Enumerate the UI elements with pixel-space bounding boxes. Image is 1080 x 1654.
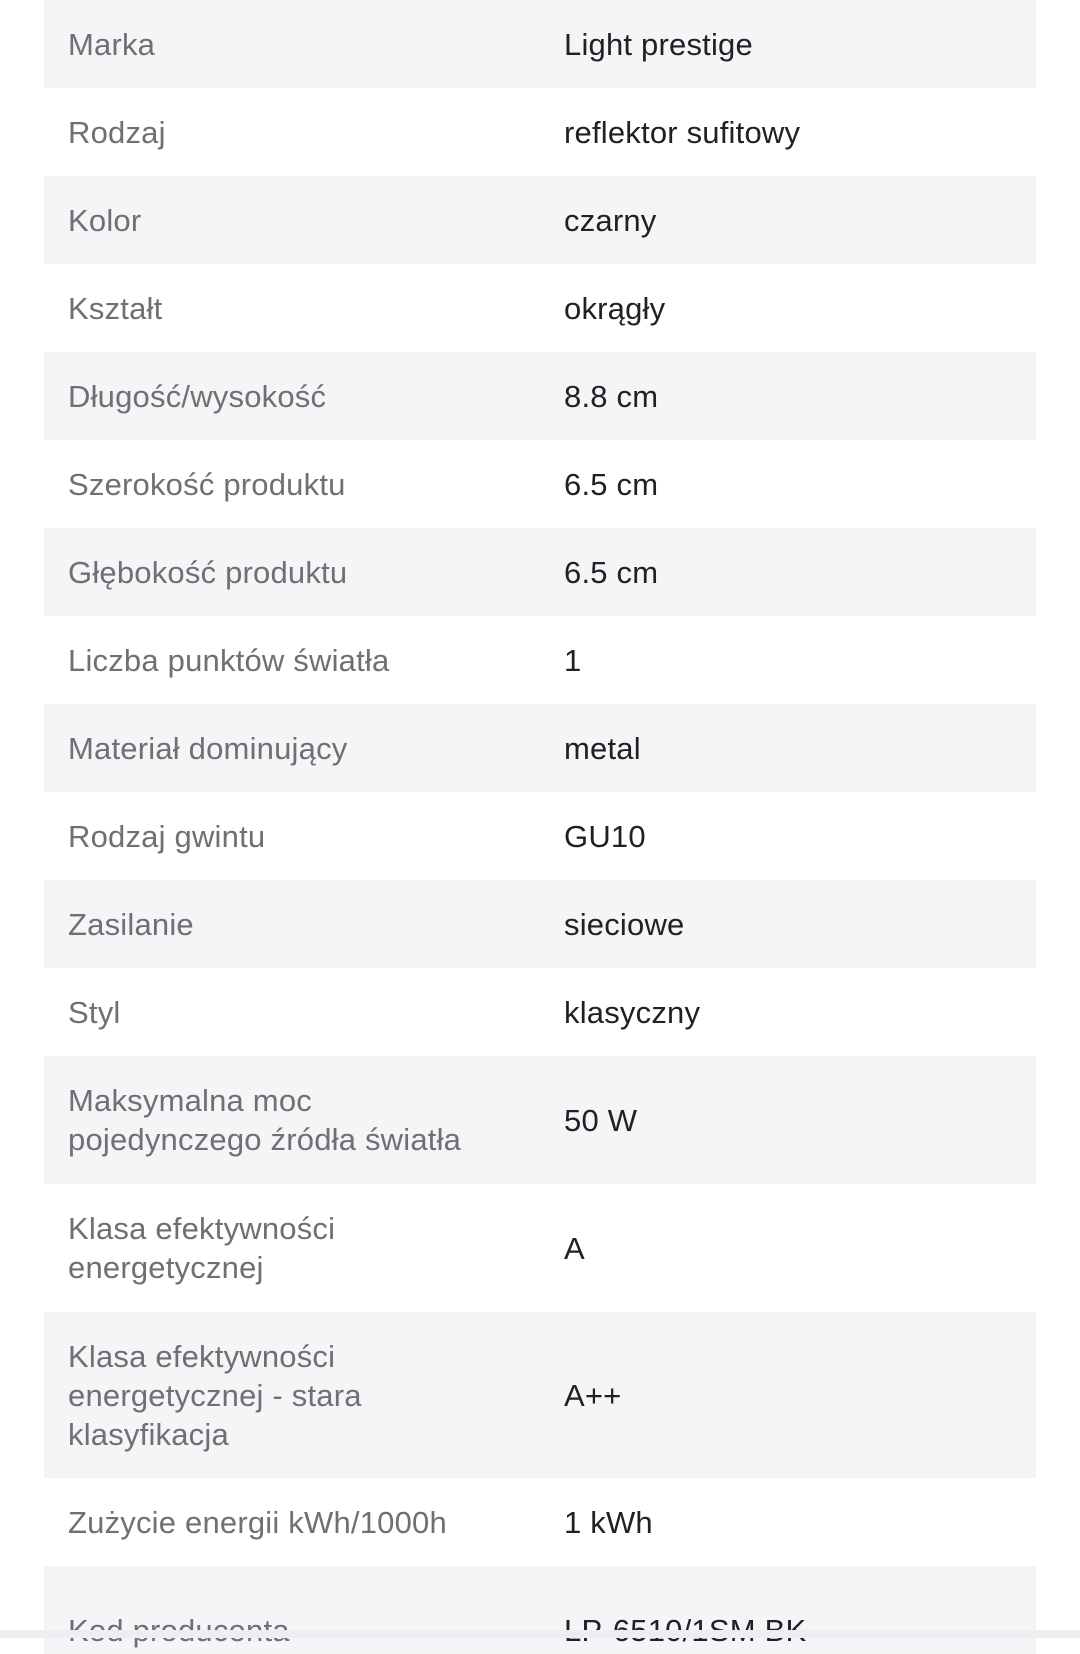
spec-value: 8.8 cm [564, 378, 659, 414]
spec-row-width [44, 440, 1036, 528]
spec-row-style [44, 968, 1036, 1056]
spec-value: 1 [564, 642, 582, 678]
spec-label-line: energetycznej - stara [68, 1377, 362, 1413]
spec-row-length-height [44, 352, 1036, 440]
spec-label-line: Maksymalna moc [68, 1083, 312, 1118]
spec-value: 1 kWh [564, 1504, 653, 1540]
spec-value: A [564, 1230, 585, 1266]
spec-label: Kształt [68, 290, 163, 326]
spec-row-energy-class [44, 1184, 1036, 1312]
spec-row-type [44, 88, 1036, 176]
spec-label-line: energetycznej [68, 1250, 264, 1285]
spec-label: Głębokość produktu [68, 554, 348, 590]
spec-label: Kolor [68, 202, 142, 238]
spec-row-light-points [44, 616, 1036, 704]
spec-row-manufacturer-code [44, 1566, 1036, 1654]
spec-label [68, 1081, 564, 1159]
spec-row-color [44, 176, 1036, 264]
spec-row-old-energy-class [44, 1312, 1036, 1478]
spec-label-line: klasyfikacja [68, 1416, 229, 1452]
spec-label-line: Klasa efektywności [68, 1211, 336, 1246]
spec-label: Liczba punktów światła [68, 642, 390, 678]
spec-value: GU10 [564, 818, 646, 854]
spec-label: Rodzaj [68, 114, 166, 150]
spec-label [68, 1337, 564, 1454]
spec-value: A++ [564, 1377, 622, 1413]
spec-row-power-supply [44, 880, 1036, 968]
spec-label [68, 1209, 564, 1287]
spec-label: Styl [68, 994, 121, 1030]
spec-label: Zasilanie [68, 906, 194, 942]
spec-label: Materiał dominujący [68, 730, 348, 766]
spec-label-line: Klasa efektywności [68, 1338, 336, 1374]
spec-label-line: pojedynczego źródła światła [68, 1122, 462, 1157]
spec-value: klasyczny [564, 994, 701, 1030]
spec-value: sieciowe [564, 906, 685, 942]
spec-value: 50 W [564, 1102, 638, 1138]
spec-label: Marka [68, 26, 156, 62]
spec-value: Light prestige [564, 26, 753, 62]
spec-row-depth [44, 528, 1036, 616]
spec-value: okrągły [564, 290, 666, 326]
spec-row-brand [44, 0, 1036, 88]
spec-label: Zużycie energii kWh/1000h [68, 1504, 447, 1540]
spec-row-material [44, 704, 1036, 792]
spec-value: reflektor sufitowy [564, 114, 801, 150]
spec-label: Długość/wysokość [68, 378, 327, 414]
spec-row-thread-type [44, 792, 1036, 880]
spec-label: Rodzaj gwintu [68, 818, 266, 854]
spec-value: czarny [564, 202, 657, 238]
spec-row-shape [44, 264, 1036, 352]
spec-label: Szerokość produktu [68, 466, 346, 502]
product-specifications-table [44, 0, 1036, 1654]
bottom-edge-strip [0, 1630, 1080, 1638]
spec-row-energy-consumption [44, 1478, 1036, 1566]
spec-value: 6.5 cm [564, 466, 659, 502]
spec-row-max-power [44, 1056, 1036, 1184]
spec-value: 6.5 cm [564, 554, 659, 590]
spec-value: metal [564, 730, 641, 766]
